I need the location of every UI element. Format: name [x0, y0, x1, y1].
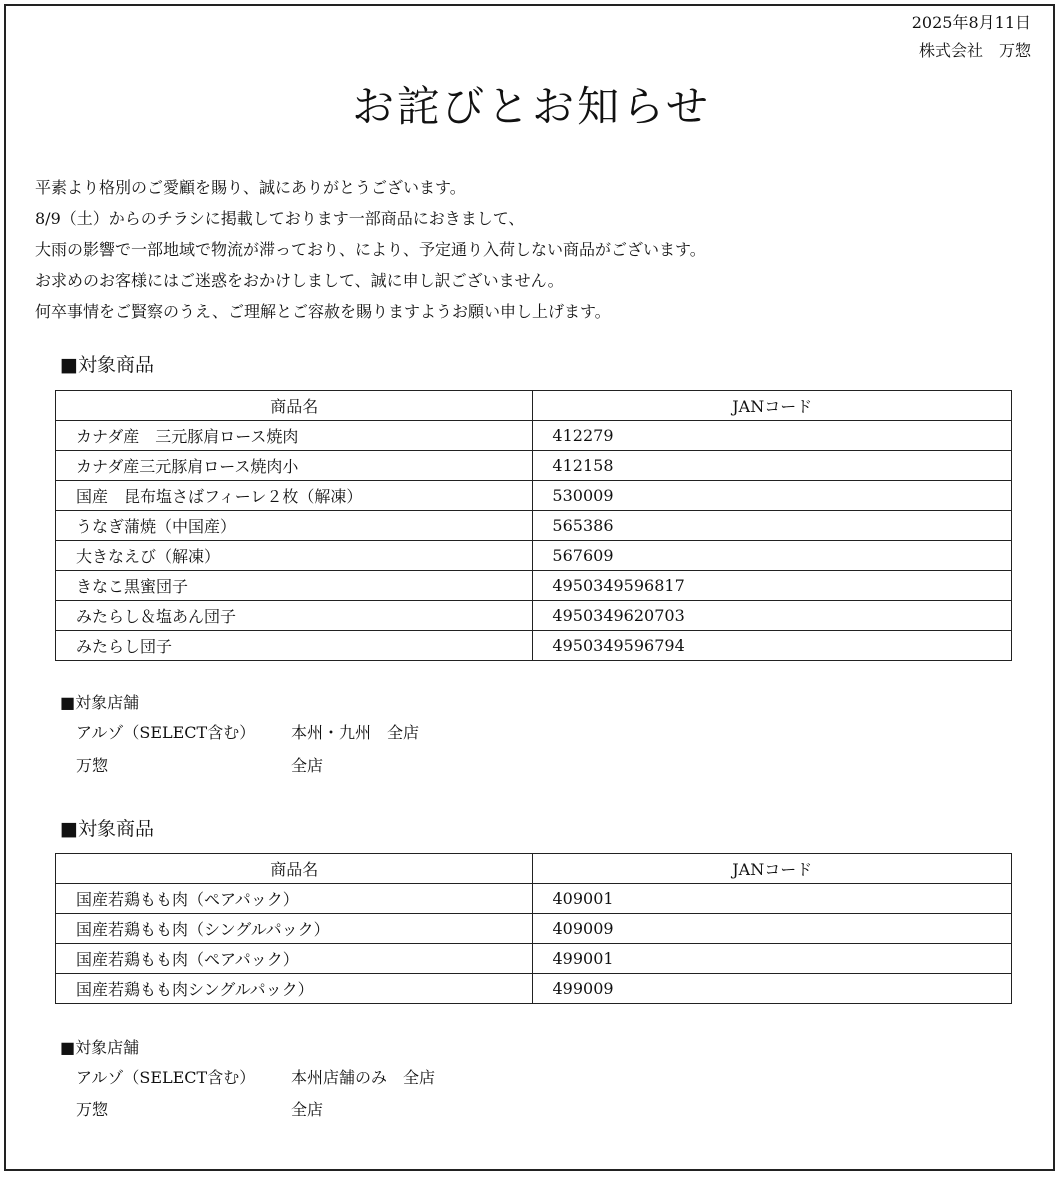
page-title: お詫びとお知らせ: [352, 82, 711, 131]
jan-code-cell: 409009: [533, 914, 1012, 944]
jan-code-cell: 4950349596794: [533, 631, 1012, 661]
table-row: [56, 974, 1012, 1004]
product-name-cell: みたらし団子: [56, 631, 533, 661]
table-row: [56, 511, 1012, 541]
jan-code-cell: 530009: [533, 481, 1012, 511]
jan-code-cell: 4950349596817: [533, 571, 1012, 601]
store-chain: アルゾ（SELECT含む）: [76, 723, 256, 742]
store-scope: 本州店舗のみ 全店: [291, 1068, 436, 1087]
table-row: [56, 944, 1012, 974]
product-name-cell: カナダ産 三元豚肩ロース焼肉: [56, 421, 533, 451]
product-name-cell: カナダ産三元豚肩ロース焼肉小: [56, 451, 533, 481]
store-row: [76, 753, 323, 776]
jan-code-cell: 499001: [533, 944, 1012, 974]
table-header-row: [56, 391, 1012, 421]
store-row: [76, 720, 419, 743]
notice-body: [35, 172, 706, 327]
jan-code-cell: 499009: [533, 974, 1012, 1004]
store-chain: 万惣: [76, 1100, 109, 1119]
product-name-cell: 国産若鶏もも肉（ペアパック）: [56, 944, 533, 974]
column-header-jan-code: JANコード: [533, 391, 1012, 421]
table-row: [56, 541, 1012, 571]
product-name-cell: うなぎ蒲焼（中国産）: [56, 511, 533, 541]
jan-code-cell: 412279: [533, 421, 1012, 451]
table-row: [56, 481, 1012, 511]
store-scope: 本州・九州 全店: [291, 723, 420, 742]
jan-code-cell: 412158: [533, 451, 1012, 481]
table-row: [56, 884, 1012, 914]
products-heading: ■対象商品: [60, 818, 154, 840]
notice-line: お求めのお客様にはご迷惑をおかけしまして、誠に申し訳ございません。: [35, 271, 564, 290]
notice-line: 大雨の影響で一部地域で物流が滞っており、により、予定通り入荷しない商品がございます。: [35, 240, 706, 259]
notice-line: 何卒事情をご賢察のうえ、ご理解とご容赦を賜りますようお願い申し上げます。: [35, 302, 611, 321]
column-header-jan-code: JANコード: [533, 854, 1012, 884]
product-name-cell: 大きなえび（解凍）: [56, 541, 533, 571]
column-header-product-name: 商品名: [56, 391, 533, 421]
product-name-cell: みたらし＆塩あん団子: [56, 601, 533, 631]
jan-code-cell: 4950349620703: [533, 601, 1012, 631]
product-name-cell: きなこ黒蜜団子: [56, 571, 533, 601]
product-name-cell: 国産若鶏もも肉（シングルパック）: [56, 914, 533, 944]
products-heading: ■対象商品: [60, 354, 154, 376]
products-table: [55, 853, 1012, 1004]
document-date: 2025年8月11日: [911, 13, 1031, 32]
products-table: [55, 390, 1012, 661]
jan-code-cell: 409001: [533, 884, 1012, 914]
jan-code-cell: 565386: [533, 511, 1012, 541]
stores-heading: ■対象店舗: [60, 1038, 140, 1057]
table-row: [56, 914, 1012, 944]
store-scope: 全店: [291, 756, 324, 775]
table-header-row: [56, 854, 1012, 884]
stores-heading: ■対象店舗: [60, 693, 140, 712]
store-row: [76, 1065, 435, 1088]
store-chain: アルゾ（SELECT含む）: [76, 1068, 256, 1087]
product-name-cell: 国産若鶏もも肉（ペアパック）: [56, 884, 533, 914]
company-name: 株式会社 万惣: [918, 41, 1031, 60]
table-row: [56, 421, 1012, 451]
store-chain: 万惣: [76, 756, 109, 775]
notice-line: 8/9（土）からのチラシに掲載しております一部商品におきまして、: [35, 209, 525, 228]
table-row: [56, 601, 1012, 631]
product-name-cell: 国産若鶏もも肉シングルパック）: [56, 974, 533, 1004]
store-row: [76, 1097, 323, 1120]
notice-line: 平素より格別のご愛顧を賜り、誠にありがとうございます。: [35, 178, 466, 197]
jan-code-cell: 567609: [533, 541, 1012, 571]
product-name-cell: 国産 昆布塩さばフィーレ２枚（解凍）: [56, 481, 533, 511]
column-header-product-name: 商品名: [56, 854, 533, 884]
table-row: [56, 571, 1012, 601]
store-scope: 全店: [291, 1100, 324, 1119]
table-row: [56, 451, 1012, 481]
table-row: [56, 631, 1012, 661]
